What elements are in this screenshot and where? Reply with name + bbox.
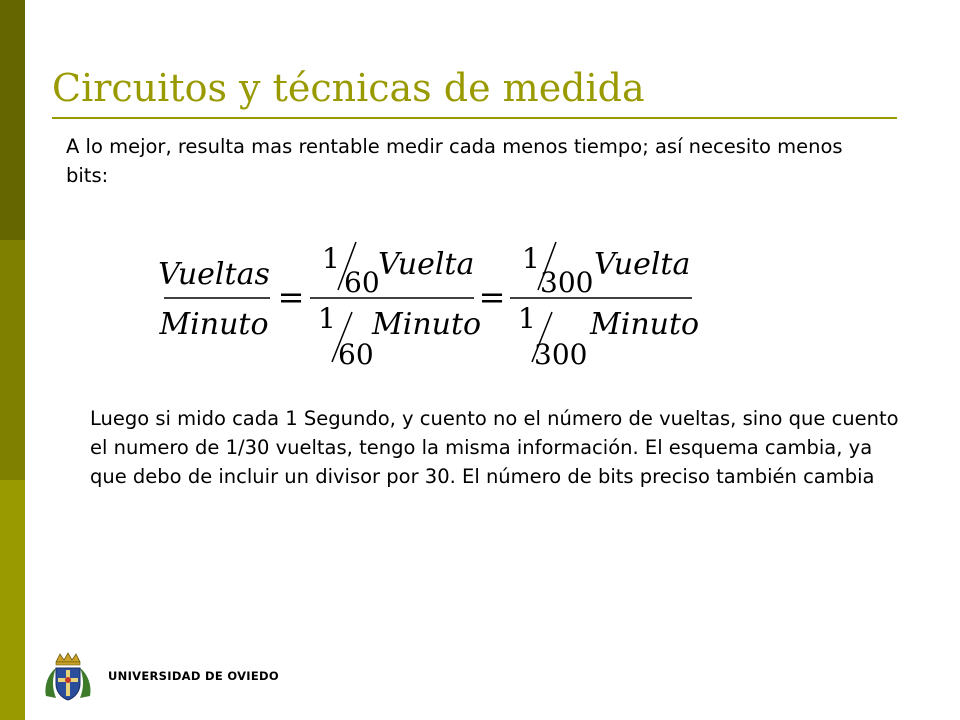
slide-title: Circuitos y técnicas de medida [52, 66, 645, 110]
body-text: Luego si mido cada 1 Segundo, y cuento no el número de vueltas, sino que cuento el numero de 1/30 vueltas, tengo la misma información. El esquema cambia, ya que debo de incluir un divisor por 30. El número de bits preciso también cambia [90, 407, 899, 488]
side-bar-top [0, 0, 25, 240]
equals-sign-1: = [277, 278, 305, 316]
right-num-three-hundred: 300 [540, 266, 594, 299]
right-den-three-hundred: 300 [534, 338, 588, 371]
right-num-vuelta: Vuelta [594, 247, 691, 282]
mid-den-minuto: Minuto [372, 307, 482, 342]
equals-sign-2: = [478, 278, 506, 316]
intro-text: A lo mejor, resulta mas rentable medir cada menos tiempo; así necesito menos bits: [66, 135, 843, 187]
right-den-minuto: Minuto [590, 307, 700, 342]
mid-num-one: 1 [322, 242, 340, 275]
mid-den-one: 1 [318, 302, 336, 335]
university-crest-icon [42, 652, 94, 702]
footer-university-name: UNIVERSIDAD DE OVIEDO [108, 669, 279, 683]
side-bar-middle [0, 240, 25, 480]
formula [158, 222, 708, 372]
right-num-one: 1 [522, 242, 540, 275]
right-den-one: 1 [518, 302, 536, 335]
mid-num-vuelta: Vuelta [378, 247, 475, 282]
lhs-numerator: Vueltas [158, 257, 270, 292]
lhs-denominator: Minuto [159, 307, 269, 342]
side-bar-bottom [0, 480, 25, 720]
mid-den-sixty: 60 [338, 338, 374, 371]
mid-num-sixty: 60 [344, 266, 380, 299]
title-underline [52, 117, 897, 119]
